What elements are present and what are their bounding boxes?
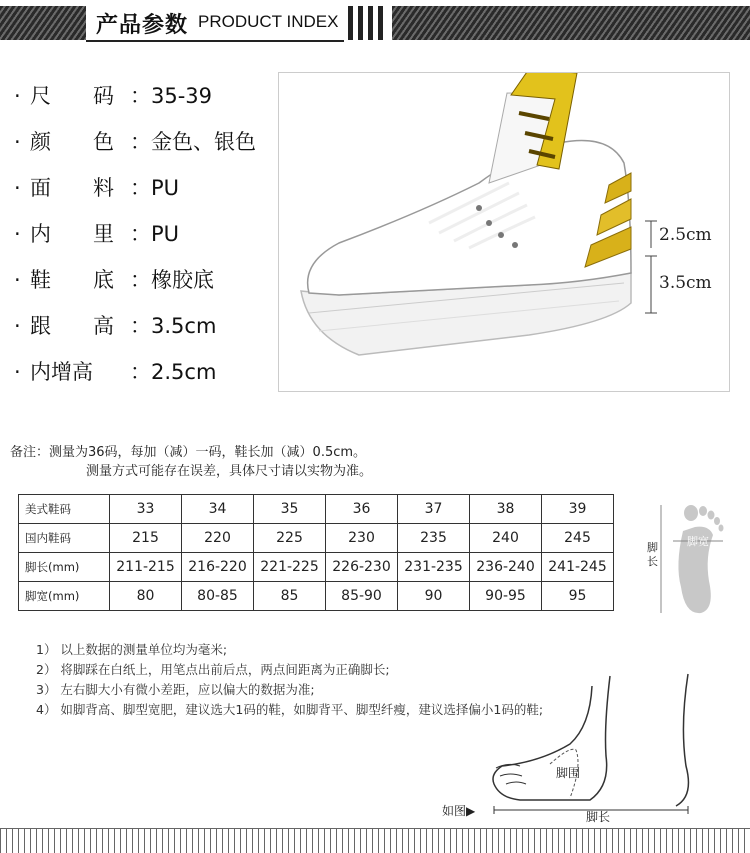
table-cell: 230 <box>326 524 398 553</box>
table-cell: 36 <box>326 495 398 524</box>
header-subtitle: PRODUCT INDEX <box>198 12 339 31</box>
table-cell: 85 <box>254 582 326 611</box>
table-cell: 38 <box>470 495 542 524</box>
note-line-1: 备注：测量为36码，每加（减）一码，鞋长加（减）0.5cm。 <box>10 445 367 460</box>
table-row <box>19 524 614 553</box>
product-photo <box>278 72 730 392</box>
table-cell: 95 <box>542 582 614 611</box>
table-cell: 245 <box>542 524 614 553</box>
header-underline <box>86 40 344 42</box>
param-color: · 颜 色 ：金色、银色 <box>14 130 256 154</box>
table-cell: 80-85 <box>182 582 254 611</box>
table-cell: 90 <box>398 582 470 611</box>
foot-girth-label: 脚围 <box>556 766 581 780</box>
table-cell: 90-95 <box>470 582 542 611</box>
ruler-scale <box>0 828 750 853</box>
as-shown-label: 如图▶ <box>442 804 476 818</box>
inner-lift-dimension: 2.5cm <box>659 225 712 245</box>
rule-item: 2） 将脚踩在白纸上，用笔点出前后点，两点间距离为正确脚长; <box>36 662 390 677</box>
param-lining: · 内 里 ：PU <box>14 222 180 246</box>
section-header <box>0 0 750 50</box>
row-header: 美式鞋码 <box>19 495 110 524</box>
table-row <box>19 553 614 582</box>
table-cell: 216-220 <box>182 553 254 582</box>
measurement-rules <box>36 640 543 720</box>
rule-item: 3） 左右脚大小有微小差距，应以偏大的数据为准; <box>36 682 315 697</box>
heel-dimension: 3.5cm <box>659 273 712 293</box>
param-upper-material: · 面 料 ：PU <box>14 176 180 200</box>
header-stripe-left <box>0 6 86 40</box>
table-cell: 220 <box>182 524 254 553</box>
table-cell: 241-245 <box>542 553 614 582</box>
table-cell: 226-230 <box>326 553 398 582</box>
table-cell: 34 <box>182 495 254 524</box>
table-cell: 215 <box>110 524 182 553</box>
table-cell: 37 <box>398 495 470 524</box>
param-heel-height: · 跟 高 ：3.5cm <box>14 314 217 338</box>
table-cell: 236-240 <box>470 553 542 582</box>
table-cell: 33 <box>110 495 182 524</box>
param-inner-lift: · 内增高 ：2.5cm <box>14 360 217 384</box>
foot-width-label: 脚宽 <box>687 535 709 548</box>
note-line-2: 测量方式可能存在误差，具体尺寸请以实物为准。 <box>86 464 373 479</box>
table-cell: 235 <box>398 524 470 553</box>
header-title: 产品参数 <box>96 13 189 38</box>
table-cell: 85-90 <box>326 582 398 611</box>
foot-length-diagram-label: 脚长 <box>586 810 611 824</box>
table-cell: 221-225 <box>254 553 326 582</box>
size-table <box>18 494 614 611</box>
table-cell: 80 <box>110 582 182 611</box>
table-row <box>19 495 614 524</box>
row-header: 国内鞋码 <box>19 524 110 553</box>
table-cell: 231-235 <box>398 553 470 582</box>
rule-item: 1） 以上数据的测量单位均为毫米; <box>36 642 228 657</box>
table-cell: 39 <box>542 495 614 524</box>
param-size: · 尺 码 ：35-39 <box>14 84 213 108</box>
table-row <box>19 582 614 611</box>
foot-side-diagram <box>480 666 710 826</box>
row-header: 脚长(mm) <box>19 553 110 582</box>
param-sole: · 鞋 底 ：橡胶底 <box>14 268 214 292</box>
foot-sole-diagram <box>632 494 738 620</box>
rule-item: 4） 如脚背高、脚型宽肥，建议选大1码的鞋，如脚背平、脚型纤瘦，建议选择偏小1码的鞋; <box>36 702 544 717</box>
table-cell: 35 <box>254 495 326 524</box>
foot-length-label: 脚长 <box>647 541 658 568</box>
row-header: 脚宽(mm) <box>19 582 110 611</box>
table-cell: 211-215 <box>110 553 182 582</box>
table-cell: 240 <box>470 524 542 553</box>
table-cell: 225 <box>254 524 326 553</box>
header-stripe-right <box>392 6 750 40</box>
